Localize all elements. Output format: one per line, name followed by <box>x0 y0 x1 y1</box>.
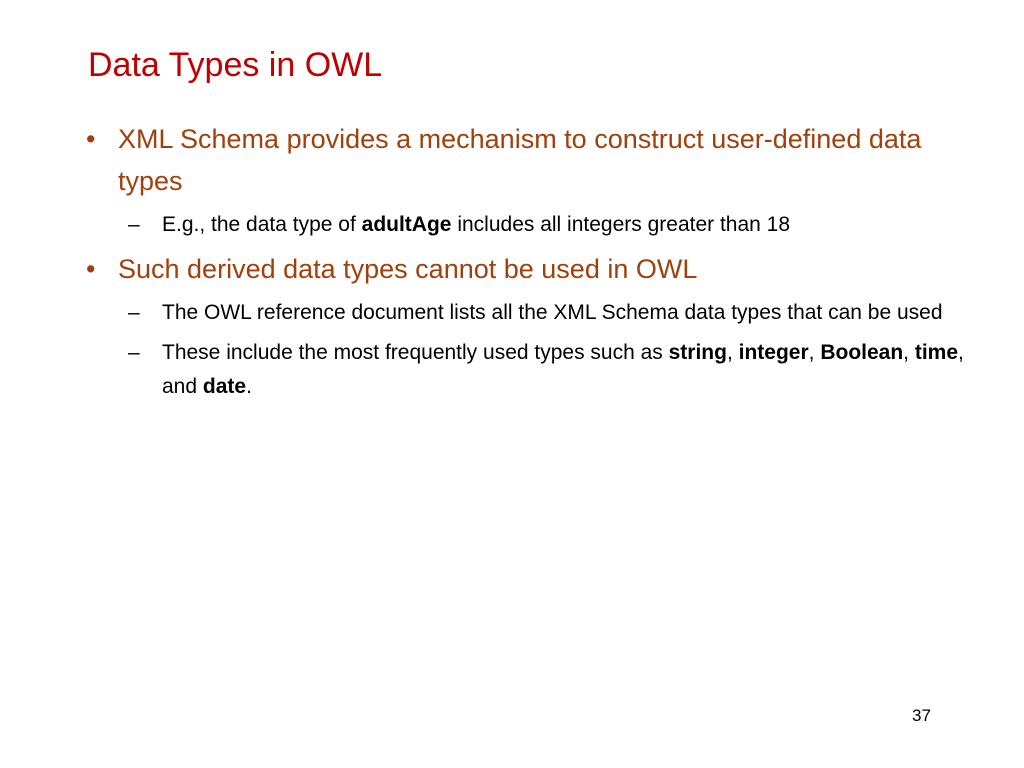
sub-bullet-item <box>86 336 986 404</box>
text-run: E.g., the data type of <box>162 213 362 236</box>
bold-term: date <box>202 375 247 398</box>
dash-icon: – <box>128 341 140 364</box>
text-run: , <box>726 341 739 364</box>
text-run: includes all integers greater than 18 <box>451 213 791 236</box>
slide-body <box>86 118 986 410</box>
bold-term: string <box>668 341 727 364</box>
bullet-item <box>86 118 986 202</box>
page-number: 37 <box>912 706 931 725</box>
slide-title: Data Types in OWL <box>88 46 383 84</box>
text-run: , <box>903 341 915 364</box>
bullet-icon: • <box>86 254 96 284</box>
bullet-item <box>86 248 986 290</box>
text-run: , and <box>162 341 964 398</box>
text-run: . <box>246 375 252 398</box>
bold-term: adultAge <box>361 213 452 236</box>
dash-icon: – <box>128 301 140 324</box>
sub-bullet-text <box>162 341 964 398</box>
sub-bullet-item <box>86 296 986 330</box>
bullet-text: XML Schema provides a mechanism to construct user-defined data types <box>118 124 922 196</box>
text-run: These include the most frequently used types such as <box>162 341 669 364</box>
sub-bullet-item <box>86 208 986 242</box>
bold-term: Boolean <box>820 341 904 364</box>
bold-term: integer <box>738 341 809 364</box>
bold-term: time <box>914 341 959 364</box>
dash-icon: – <box>128 213 140 236</box>
sub-bullet-text <box>162 213 790 236</box>
bullet-text: Such derived data types cannot be used in OWL <box>118 254 698 284</box>
sub-bullet-text: The OWL reference document lists all the XML Schema data types that can be used <box>162 301 943 324</box>
text-run: , <box>808 341 821 364</box>
bullet-icon: • <box>86 124 96 154</box>
